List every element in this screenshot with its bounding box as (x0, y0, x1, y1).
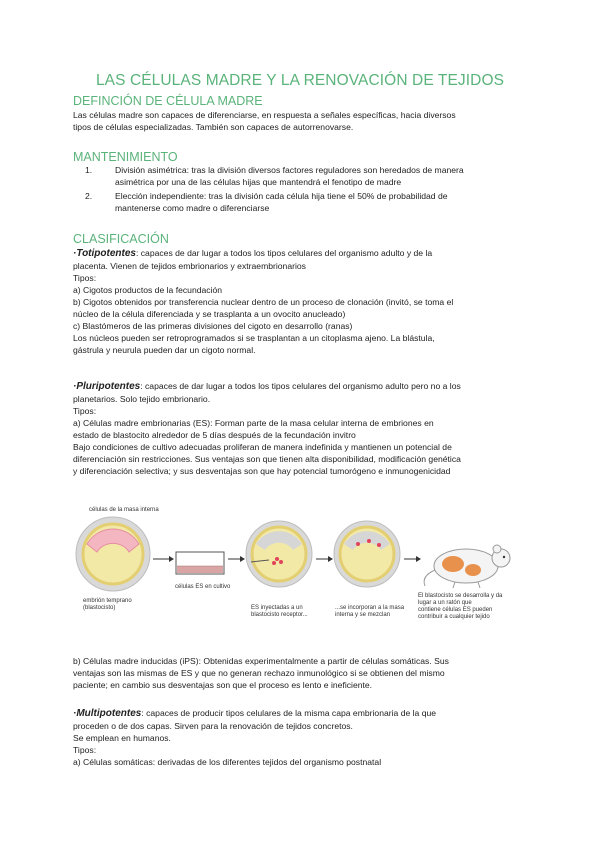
text-line: a) Células somáticas: derivadas de los diferentes tejidos del organismo postnatal (73, 757, 382, 767)
stem-cell-diagram (73, 504, 533, 644)
text-line: División asimétrica: tras la división diversos factores reguladores son heredados de manera (115, 165, 464, 175)
text-line: gástrula y neurula pueden dar un cigoto normal. (73, 345, 256, 355)
text-line: núcleo de la célula diferenciada y se trasplanta a un ovocito anucleado) (73, 309, 346, 319)
text-line: : capaces de dar lugar a todos los tipos celulares del organismo adulto y de la (135, 248, 433, 258)
paragraph-definicion (73, 109, 533, 133)
label-cultivo: células ES en cultivo (175, 584, 231, 590)
text-line: a) Células madre embrionarias (ES): Forman parte de la masa celular interna de embriones en (73, 418, 434, 428)
text-line: Se emplean en humanos. (73, 733, 171, 743)
text-line: b) Células madre inducidas (iPS): Obtenidas experimentalmente a partir de células somáticas. Sus (73, 656, 449, 666)
text-line: b) Cigotos obtenidos por transferencia nuclear dentro de un proceso de clonación (invitó, se toma el (73, 297, 454, 307)
text-line: Tipos: (73, 406, 97, 416)
blastocyst-mixed-icon (334, 521, 400, 587)
text-line: : capaces de producir tipos celulares de la misma capa embrionaria de la que (141, 708, 437, 718)
label-embrion: embrión temprano (blastocisto) (83, 598, 132, 611)
text-line: Las células madre son capaces de diferenciarse, en respuesta a señales específicas, hacia diversos (73, 110, 456, 120)
text-line: : capaces de dar lugar a todos los tipos celulares del organismo adulto pero no a los (140, 381, 461, 391)
heading-clasificacion: CLASIFICACIÓN (73, 232, 169, 246)
label-raton: El blastocisto se desarrolla y da lugar a un ratón que contiene células ES pueden contribuir a cualquier tejido (418, 593, 503, 620)
text-line: mantenerse como madre o diferenciarse (115, 203, 270, 213)
arrow-icon (228, 556, 245, 562)
arrow-icon (153, 556, 174, 562)
diagram-svg (73, 504, 533, 644)
text-line: ventajas son las mismas de ES y que no generan rechazo inmunológico si se obtienen del mismo (73, 668, 445, 678)
list-item (85, 190, 535, 214)
text-line: paciente; en cambio sus desventajas son que el proceso es lento e ineficiente. (73, 680, 373, 690)
list-number: 2. (85, 191, 93, 201)
text-line: tipos de células especializadas. También son capaces de autorrenovarse. (73, 122, 354, 132)
text-line: Elección independiente: tras la división cada célula hija tiene el 50% de probabilidad de (115, 191, 448, 201)
term-multipotentes: ·Multipotentes (73, 708, 142, 719)
label-inyectadas: ES inyectadas a un blastocisto receptor... (251, 605, 308, 618)
blastocyst-injection-icon (246, 521, 312, 587)
ordered-list-mantenimiento (85, 164, 535, 216)
text-line: Tipos: (73, 273, 97, 283)
section-multipotentes (73, 707, 533, 768)
text-line: planetarios. Solo tejido embrionario. (73, 394, 211, 404)
text-line: estado de blastocito alrededor de 5 días después de la fecundación invitro (73, 430, 356, 440)
label-incorporan: ...se incorporan a la masa interna y se mezclan (335, 605, 405, 618)
text-line: asimétrica por una de las células hijas que mantendrá el fenotipo de madre (115, 177, 402, 187)
text-line: placenta. Vienen de tejidos embrionarios y extraembrionarios (73, 261, 306, 271)
section-totipotentes (73, 247, 533, 356)
term-totipotentes: ·Totipotentes (73, 248, 136, 259)
list-number: 1. (85, 165, 93, 175)
text-line: Bajo condiciones de cultivo adecuadas proliferan de manera indefinida y mantienen un potencial de (73, 442, 452, 452)
label-masa-interna: células de la masa interna (89, 507, 159, 513)
blastocyst-early-icon (76, 517, 150, 591)
list-item (85, 164, 535, 188)
chimeric-mouse-icon (424, 545, 510, 588)
text-line: Tipos: (73, 745, 97, 755)
arrow-icon (404, 556, 421, 562)
arrow-icon (316, 556, 333, 562)
culture-dish-icon (176, 552, 224, 574)
heading-mantenimiento: MANTENIMIENTO (73, 150, 178, 164)
text-line: Los núcleos pueden ser retroprogramados si se trasplantan a un citoplasma ajeno. La blástula, (73, 333, 435, 343)
term-pluripotentes: ·Pluripotentes (73, 381, 141, 392)
page-title: LAS CÉLULAS MADRE Y LA RENOVACIÓN DE TEJIDOS (95, 72, 505, 89)
section-ips (73, 655, 533, 691)
text-line: y diferenciación selectiva; y sus desventajas son que hay potencial tumorógeno e inmunogenicidad (73, 466, 451, 476)
text-line: c) Blastómeros de las primeras divisiones del cigoto en desarrollo (ranas) (73, 321, 353, 331)
heading-definicion: DEFINCIÓN DE CÉLULA MADRE (73, 94, 263, 108)
section-pluripotentes (73, 380, 533, 477)
text-line: a) Cigotos productos de la fecundación (73, 285, 223, 295)
text-line: proceden o de dos capas. Sirven para la renovación de tejidos concretos. (73, 721, 353, 731)
text-line: diferenciación sin restricciones. Sus ventajas son que tienen alta disponibilidad, modificación genética (73, 454, 461, 464)
